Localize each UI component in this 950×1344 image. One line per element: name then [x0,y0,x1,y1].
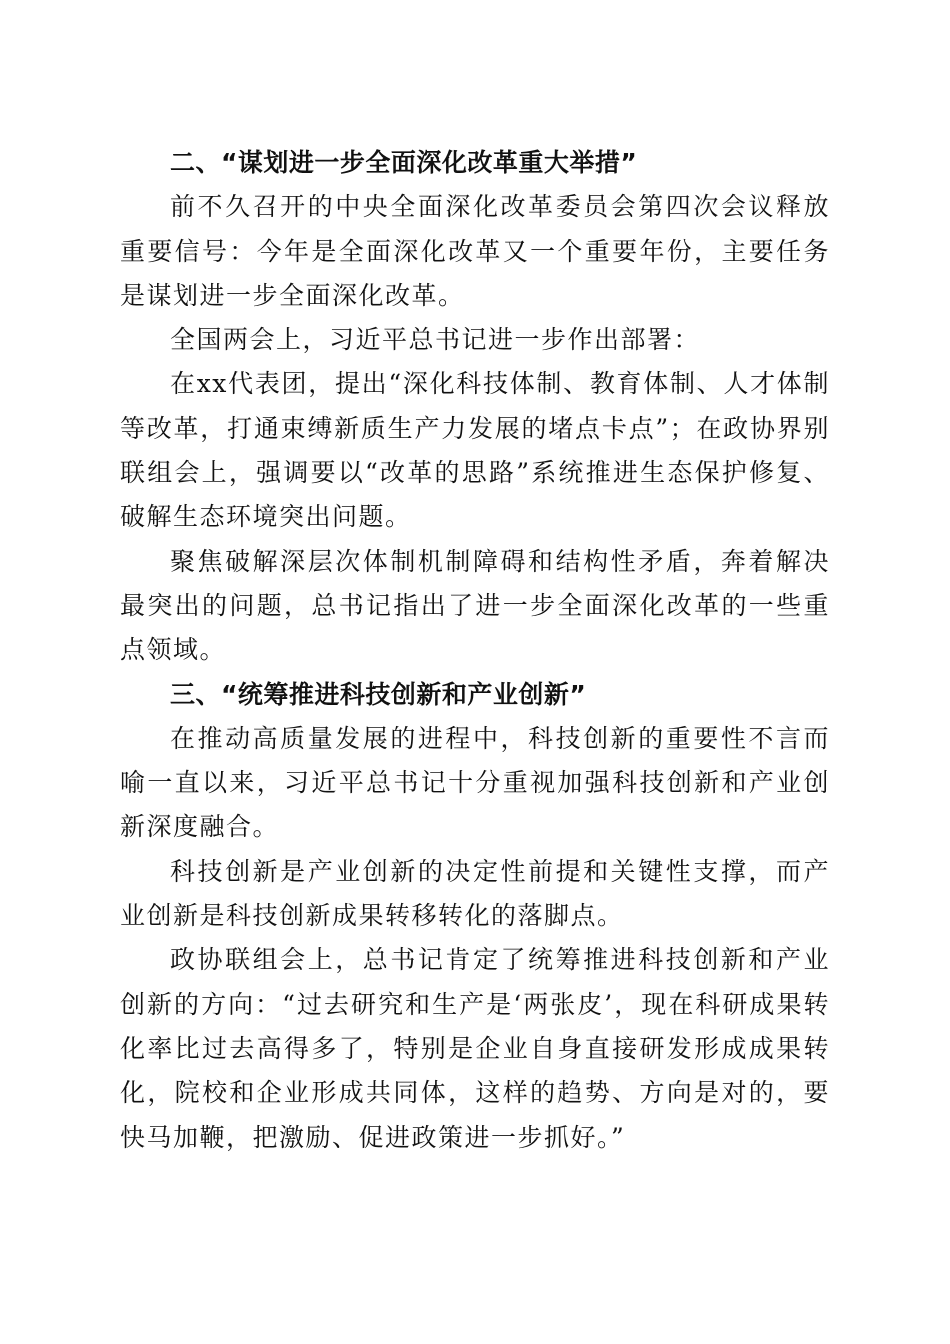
paragraph: 政协联组会上，总书记肯定了统筹推进科技创新和产业创新的方向：“过去研究和生产是‘两张皮’，现在科研成果转化率比过去高得多了，特别是企业自身直接研发形成成果转化，院校和企业形成共同体，这样的趋势、方向是对的，要快马加鞭，把激励、促进政策进一步抓好。” [120,945,830,1152]
document-body [120,141,830,1160]
paragraph: 聚焦破解深层次体制机制障碍和结构性矛盾，奔着解决最突出的问题，总书记指出了进一步全面深化改革的一些重点领域。 [120,546,830,665]
paragraph: 在推动高质量发展的进程中，科技创新的重要性不言而喻一直以来，习近平总书记十分重视加强科技创新和产业创新深度融合。 [120,723,830,842]
section-heading: 二、“谋划进一步全面深化改革重大举措” [170,148,638,177]
paragraph: 在xx代表团，提出“深化科技体制、教育体制、人才体制等改革，打通束缚新质生产力发展的堵点卡点”；在政协界别联组会上，强调要以“改革的思路”系统推进生态保护修复、破解生态环境突出问题。 [120,369,830,532]
paragraph: 全国两会上，习近平总书记进一步作出部署： [170,325,701,355]
paragraph: 科技创新是产业创新的决定性前提和关键性支撑，而产业创新是科技创新成果转移转化的落脚点。 [120,856,830,931]
paragraph: 前不久召开的中央全面深化改革委员会第四次会议释放重要信号：今年是全面深化改革又一个重要年份，主要任务是谋划进一步全面深化改革。 [120,192,830,310]
section-heading: 三、“统筹推进科技创新和产业创新” [170,679,587,709]
